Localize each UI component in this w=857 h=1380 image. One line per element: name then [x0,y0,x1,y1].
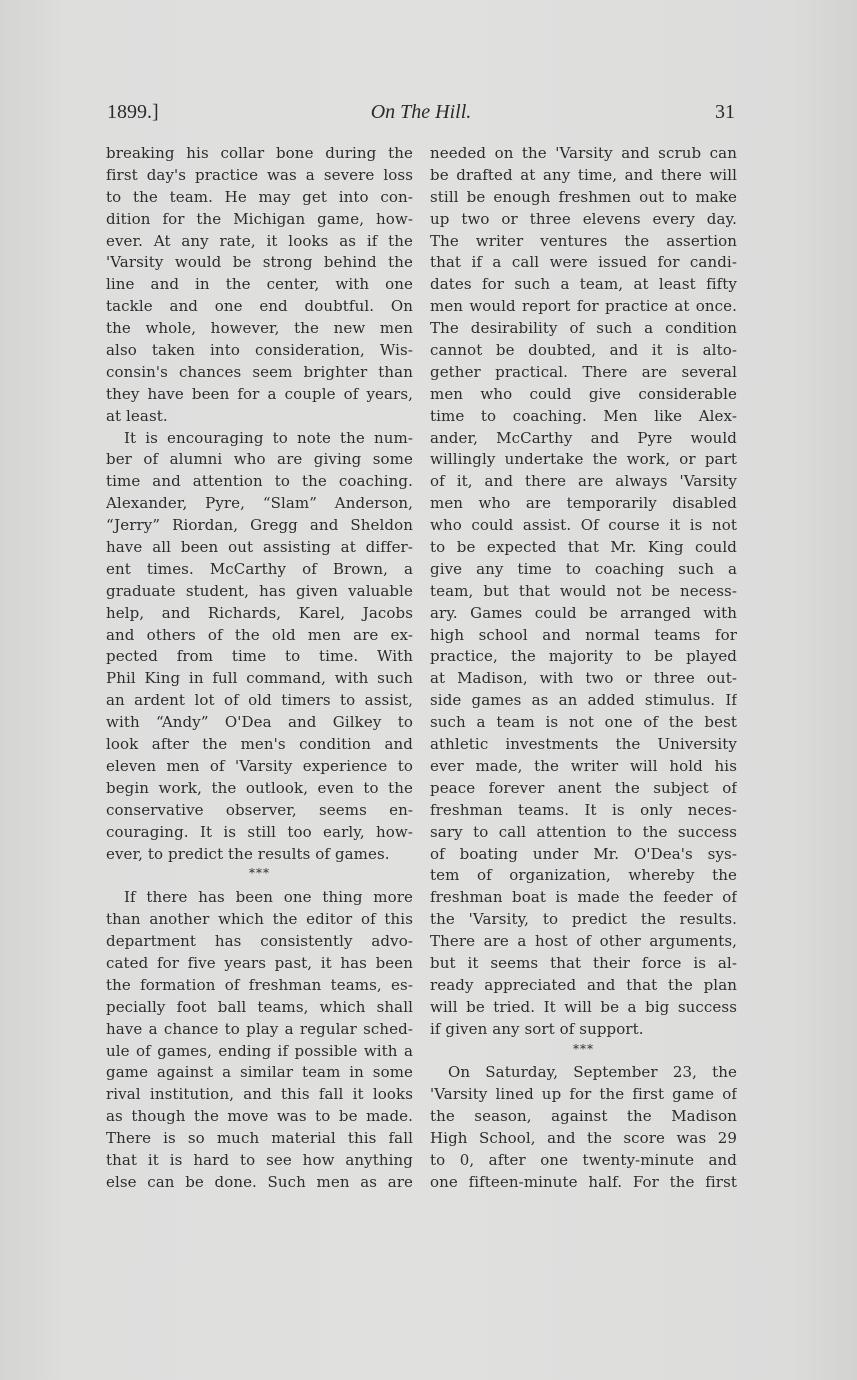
text-line: Phil King in full command, with such [106,669,413,688]
left-paragraph-2 [106,428,413,866]
text-line: On Saturday, September 23, the [448,1063,737,1082]
text-line: tem of organization, whereby the [430,866,737,885]
text-line: time and attention to the coaching. [106,472,413,491]
text-line: the season, against the Madison [430,1107,737,1126]
text-line: department has consistently advo- [106,932,413,951]
text-line: It is encouraging to note the num- [124,428,413,447]
text-line: will be tried. It will be a big success [430,997,737,1016]
text-line: than another which the editor of this [106,910,413,929]
text-line: rival institution, and this fall it looks [106,1085,413,1104]
text-line: cated for five years past, it has been [106,953,413,972]
text-line: who could assist. Of course it is not [430,516,737,535]
text-line: that if a call were issued for candi- [430,253,737,272]
text-line: an ardent lot of old timers to assist, [106,691,413,710]
text-line: of it, and there are always 'Varsity [430,472,737,491]
text-line: they have been for a couple of years, [106,384,413,403]
page-number: 31 [715,101,735,123]
text-line: dition for the Michigan game, how- [106,209,413,228]
text-line: side games as an added stimulus. If [430,691,737,710]
text-line: willingly undertake the work, or part [430,450,737,469]
running-header [107,101,735,131]
left-paragraph-1 [106,143,413,428]
text-line: ever. At any rate, it looks as if the [106,231,413,250]
text-line: line and in the center, with one [106,275,413,294]
right-column [430,143,737,1194]
text-line: ever made, the writer will hold his [430,756,737,775]
text-line: with “Andy” O'Dea and Gilkey to [106,713,413,732]
text-line: athletic investments the University [430,735,737,754]
left-paragraph-3 [106,887,413,1193]
header-title: On The Hill. [370,101,472,123]
text-line: dates for such a team, at least fifty [430,275,737,294]
text-line: consin's chances seem brighter than [106,362,413,381]
text-line: as though the move was to be made. [106,1107,413,1126]
text-line: look after the men's condition and [106,735,413,754]
text-line: still be enough freshmen out to make [430,187,737,206]
text-line: give any time to coaching such a [430,559,737,578]
text-line: to the team. He may get into con- [106,187,413,206]
text-line: that it is hard to see how anything [106,1150,413,1169]
text-line: pected from time to time. With [106,647,413,666]
text-line: freshman teams. It is only neces- [430,800,737,819]
text-line: sary to call attention to the success [430,822,737,841]
text-line: of boating under Mr. O'Dea's sys- [430,844,737,863]
text-line: at Madison, with two or three out- [430,669,737,688]
right-paragraph-2 [430,1062,737,1193]
text-line: high school and normal teams for [430,625,737,644]
header-year: 1899.] [107,101,159,123]
text-line: and others of the old men are ex- [106,625,413,644]
text-line: also taken into consideration, Wis- [106,341,413,360]
text-line: such a team is not one of the best [430,713,737,732]
text-line: up two or three elevens every day. [430,209,737,228]
text-line: begin work, the outlook, even to the [106,778,413,797]
text-line: There is so much material this fall [106,1129,413,1148]
text-line: graduate student, has given valuable [106,581,413,600]
text-line: Alexander, Pyre, “Slam” Anderson, [106,494,413,513]
text-line: 'Varsity would be strong behind the [106,253,413,272]
text-line: cannot be doubted, and it is alto- [430,341,737,360]
text-line: help, and Richards, Karel, Jacobs [106,603,413,622]
text-line: but it seems that their force is al- [430,953,737,972]
text-line: High School, and the score was 29 [430,1129,737,1148]
text-line: 'Varsity lined up for the first game of [430,1085,737,1104]
text-line: men would report for practice at once. [430,297,737,316]
text-line: be drafted at any time, and there will [430,165,737,184]
text-line: There are a host of other arguments, [430,932,737,951]
text-line: game against a similar team in some [106,1063,413,1082]
text-line: conservative observer, seems en- [106,800,413,819]
text-line: if given any sort of support. [430,1019,644,1038]
text-line: practice, the majority to be played [430,647,737,666]
text-line: to 0, after one twenty-minute and [430,1150,737,1169]
text-line: gether practical. There are several [430,362,737,381]
text-line: time to coaching. Men like Alex- [430,406,737,425]
text-line: ule of games, ending if possible with a [106,1041,413,1060]
text-line: needed on the 'Varsity and scrub can [430,144,737,162]
text-line: couraging. It is still too early, how- [106,822,413,841]
text-line: tackle and one end doubtful. On [106,297,413,316]
section-separator: *** [249,866,270,881]
text-line: ander, McCarthy and Pyre would [430,428,737,447]
left-column [106,143,413,1194]
text-line: the formation of freshman teams, es- [106,975,413,994]
text-line: men who could give considerable [430,384,737,403]
text-line: breaking his collar bone during the [106,144,413,162]
text-line: If there has been one thing more [124,888,413,907]
text-line: else can be done. Such men as are [106,1172,413,1191]
text-line: to be expected that Mr. King could [430,538,737,557]
text-line: one fifteen-minute half. For the first [430,1172,737,1191]
text-line: ent times. McCarthy of Brown, a [106,559,413,578]
text-line: men who are temporarily disabled [430,494,737,513]
right-paragraph-1 [430,143,737,1041]
text-line: The desirability of such a condition [430,319,737,338]
text-line: ber of alumni who are giving some [106,450,413,469]
text-line: the whole, however, the new men [106,319,413,338]
text-line: have a chance to play a regular sched- [106,1019,413,1038]
text-line: ready appreciated and that the plan [430,975,737,994]
text-line: “Jerry” Riordan, Gregg and Sheldon [106,516,413,535]
text-line: freshman boat is made the feeder of [430,888,737,907]
text-line: ary. Games could be arranged with [430,603,737,622]
text-line: The writer ventures the assertion [430,231,737,250]
text-line: at least. [106,406,168,425]
text-line: eleven men of 'Varsity experience to [106,756,413,775]
section-separator: *** [573,1041,594,1056]
text-line: pecially foot ball teams, which shall [106,997,413,1016]
text-line: ever, to predict the results of games. [106,844,390,863]
text-line: the 'Varsity, to predict the results. [430,910,737,929]
text-line: team, but that would not be necess- [430,581,737,600]
text-line: first day's practice was a severe loss [106,165,413,184]
text-line: peace forever anent the subject of [430,778,737,797]
text-line: have all been out assisting at differ- [106,538,413,557]
